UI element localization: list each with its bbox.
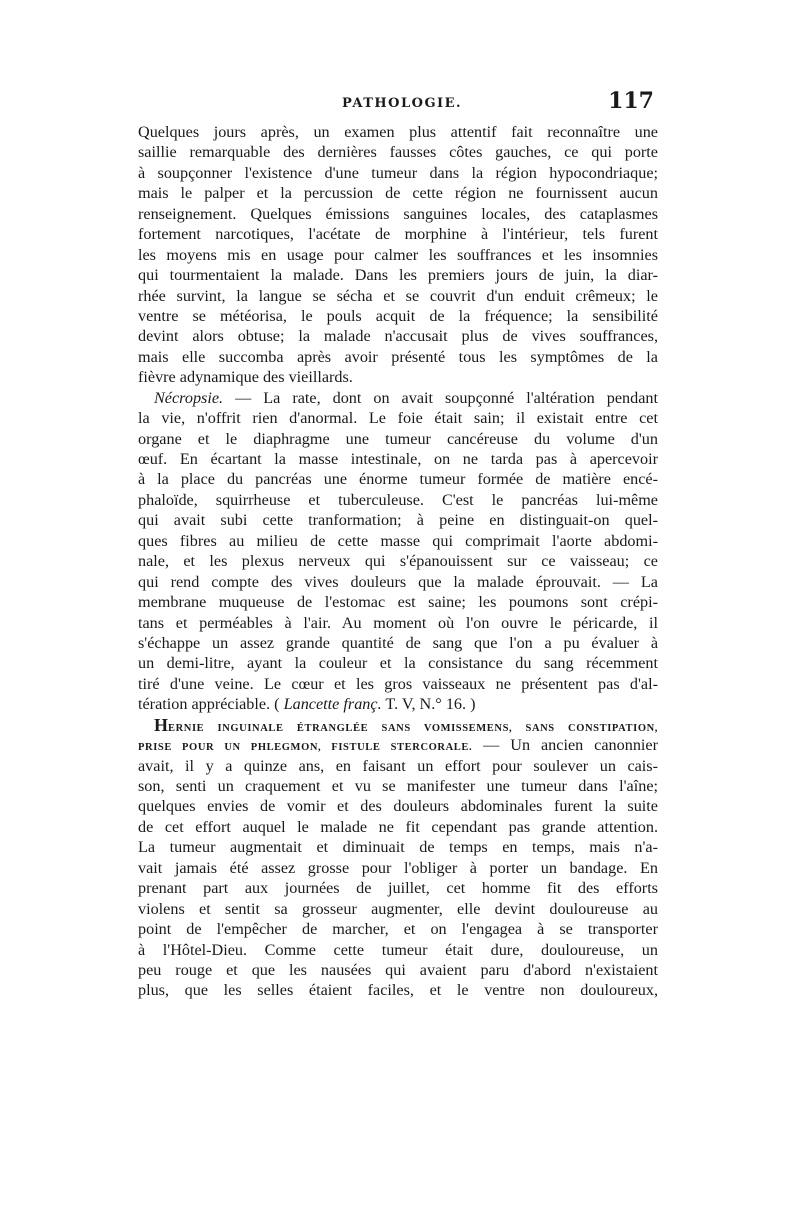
text-line: à la place du pancréas une énorme tumeur formée de matière encé- <box>138 470 658 489</box>
text-line: avait, il y a quinze ans, en faisant un effort pour soulever un cais- <box>138 756 658 775</box>
paragraph-3 <box>138 715 658 1001</box>
text-span: — La rate, dont on avait soupçonné l'altération pendant <box>223 388 658 407</box>
text-line: qui avait subi cette tranformation; à peine en distinguait-on quel- <box>138 511 658 530</box>
text-line: ques fibres au milieu de cette masse qui comprimait l'aorte abdomi- <box>138 531 658 550</box>
text-line: son, senti un craquement et vu se manifester une tumeur dans l'aîne; <box>138 777 658 795</box>
section-heading-line <box>138 715 658 735</box>
section-heading: PRISE POUR UN PHLEGMON, FISTULE STERCORALE. <box>138 742 473 754</box>
text-line: à soupçonner l'existence d'une tumeur dans la région hypocondriaque; <box>138 163 658 182</box>
text-line <box>138 388 658 408</box>
page-number: 117 <box>608 88 654 114</box>
section-heading: ERNIE INGUINALE ÉTRANGLÉE SANS VOMISSEMENS, SANS CONSTIPATION, <box>168 722 658 734</box>
header-title: PATHOLOGIE. <box>342 96 463 111</box>
text-line: organe et le diaphragme une tumeur cancéreuse du volume d'un <box>138 429 658 448</box>
text-line: ventre se météorisa, le pouls acquit de la fréquence; la sensibilité <box>138 306 658 325</box>
text-line: membrane muqueuse de l'estomac est saine; les poumons sont crépi- <box>138 593 658 612</box>
text-line: mais elle succomba après avoir présenté tous les symptômes de la <box>138 347 658 366</box>
text-line: prenant part aux journées de juillet, cet homme fit des efforts <box>138 879 658 898</box>
text-line: violens et sentit sa grosseur augmenter, elle devint douloureuse au <box>138 899 658 918</box>
text-line: quelques envies de vomir et des douleurs abdominales furent la suite <box>138 797 658 816</box>
text-line: phaloïde, squirrheuse et tuberculeuse. C'est le pancréas lui-même <box>138 490 658 509</box>
text-line: fortement narcotiques, l'acétate de morphine à l'intérieur, tels furent <box>138 225 658 244</box>
paragraph-2 <box>138 388 658 715</box>
paragraph-1 <box>138 122 658 388</box>
text-line: saillie remarquable des dernières fausses côtes gauches, ce qui porte <box>138 143 658 162</box>
body-text <box>138 122 658 1001</box>
text-line: peu rouge et que les nausées qui avaient paru d'abord n'existaient <box>138 960 658 979</box>
text-span: T. V, N.° 16. ) <box>381 695 476 714</box>
text-line: la vie, n'offrit rien d'anormal. Le foie était sain; il existait entre cet <box>138 409 658 428</box>
text-line: les moyens mis en usage pour calmer les souffrances et les insomnies <box>138 245 658 264</box>
text-line: La tumeur augmentait et diminuait de temps en temps, mais n'a- <box>138 838 658 857</box>
heading-capital: H <box>154 714 169 735</box>
text-line: rhée survint, la langue se sécha et se couvrit d'un enduit crêmeux; le <box>138 286 658 305</box>
running-header <box>134 88 654 122</box>
section-heading-line <box>138 735 658 755</box>
text-line: tiré d'une veine. Le cœur et les gros vaisseaux ne présentent pas d'al- <box>138 674 658 693</box>
text-line: Quelques jours après, un examen plus attentif fait reconnaître une <box>138 123 658 141</box>
text-line: tans et perméables à l'air. Au moment où l'on ouvre le péricarde, il <box>138 613 658 632</box>
text-line: à l'Hôtel-Dieu. Comme cette tumeur était dure, douloureuse, un <box>138 940 658 959</box>
text-line: mais le palper et la percussion de cette région ne fournissent aucun <box>138 184 658 203</box>
text-line <box>138 694 658 714</box>
text-line: qui tourmentaient la malade. Dans les premiers jours de juin, la diar- <box>138 266 658 285</box>
text-line: point de l'empêcher de marcher, et on l'engagea à se transporter <box>138 920 658 939</box>
text-line: un demi-litre, ayant la couleur et la consistance du sang récemment <box>138 654 658 673</box>
text-span: tération appréciable. ( <box>138 695 284 714</box>
text-line: de cet effort auquel le malade ne fit cependant pas grande attention. <box>138 817 658 836</box>
text-line: qui rend compte des vives douleurs que la malade éprouvait. — La <box>138 572 658 591</box>
section-label: Nécropsie. <box>154 388 224 407</box>
text-line: vait jamais été assez grosse pour l'obliger à porter un bandage. En <box>138 858 658 877</box>
text-line: s'échappe un assez grande quantité de sang que l'on a pu évaluer à <box>138 633 658 652</box>
text-line: nale, et les plexus nerveux qui s'épanouissent sur ce vaisseau; ce <box>138 552 658 571</box>
text-line: renseignement. Quelques émissions sanguines locales, des cataplasmes <box>138 204 658 223</box>
text-span: — Un ancien canonnier <box>472 736 659 755</box>
citation-source: Lancette franç. <box>283 695 382 714</box>
text-line: œuf. En écartant la masse intestinale, on ne tarda pas à apercevoir <box>138 450 658 468</box>
text-line: plus, que les selles étaient faciles, et le ventre non douloureux, <box>138 981 658 1000</box>
text-line: fièvre adynamique des vieillards. <box>138 368 353 387</box>
text-line: devint alors obtuse; la malade n'accusait plus de vives souffrances, <box>138 327 658 346</box>
